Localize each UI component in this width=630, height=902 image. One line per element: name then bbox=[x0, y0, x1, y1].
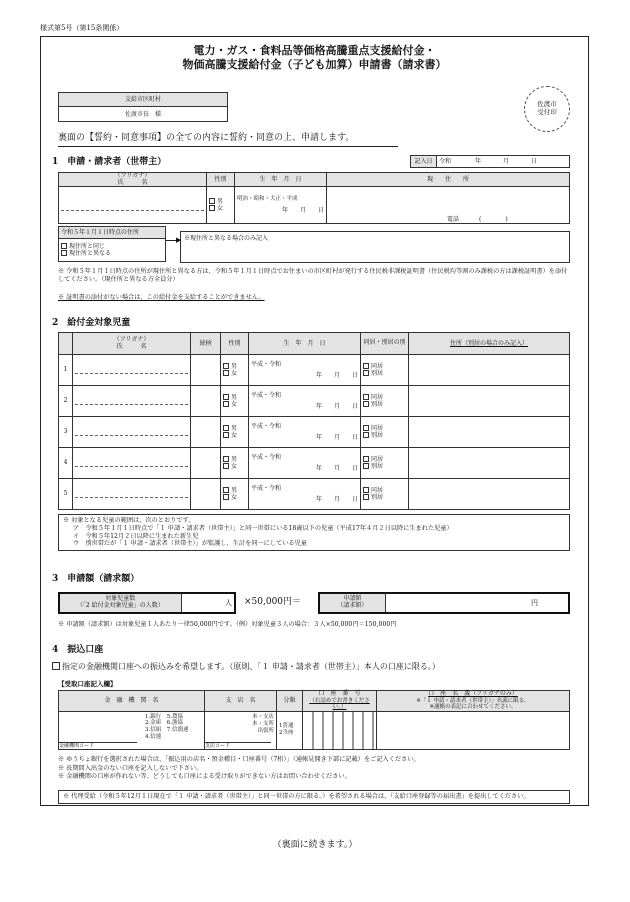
receipt-label: 【受取口座記入欄】 bbox=[58, 680, 117, 688]
child-row[interactable]: 2 男 女 平成・令和 年 月 日 同居 別居 bbox=[59, 386, 570, 417]
s1-note2: ※ 証明書の添付がない場合は、この給付金を支給することができません。 bbox=[58, 294, 265, 301]
s1-note1: ※ 令和５年１月１日時点の住所が現住所と異なる方は、令和５年１月１日時点でお住まいの市区町村が発行する住民税非課税証明書（住民税均等割のみ課税の方は課税証明書）を添付してください。（現住所と異なる方全員分） bbox=[58, 268, 568, 283]
applicant-table: （フリガナ） 氏 名 性別 生 年 月 日 現 住 所 男 女 明治・昭和・大正・平成 年 月 日 電話 ( ) bbox=[58, 172, 570, 224]
applicant-address-input[interactable]: 電話 ( ) bbox=[327, 187, 570, 224]
child-count-box[interactable]: 対象児童数 （「2 給付金対象児童」の人数） 人 bbox=[58, 592, 236, 614]
s4-notes: ※ ゆうちょ銀行を選択された場合は、「振込用の店名・預金種目・口座番号（7桁）」（通帳見開き下部に記載）をご記入ください。 ※ 長期間入出金のない口座を記入しないで下さい。 ※ 金融機関の口座が作れない等、どうしても口座による受け取りができない方はお問い合わせください。 bbox=[58, 756, 420, 781]
diff-note: ※現住所と異なる場合のみ記入 bbox=[184, 235, 269, 242]
form-title-line2: 物価高騰支援給付金（子ども加算）申請書（請求書） bbox=[182, 57, 447, 71]
children-notes: ※ 対象となる児童の範囲は、次のとおりです。 ア 令和５年１月１日時点で「１ 申請・請求者（世帯主）」と同一世帯にいる18歳以下の児童（平成17年４月２日以降に生まれた児童） イ 令和５年12月２日以降に生まれた新生児 ウ 別世帯だが「１ 申請・請求者（世帯主）」が監護し、生計を同一にしている児童 bbox=[58, 514, 570, 551]
bank-account-table[interactable]: 金 融 機 関 名 支 店 名 分類 口 座 番 号 （右詰めでお書きください。） 口 座 名 義（フリガナのみ） ※「１ 申請・請求者（世帯主）」名義に限る。 ※通帳の表記に合わせてください。 1.銀行 5.農協 2.金庫 6.漁協 3.信組 7.信漁連 4.信連 金融機関コード 本・支店 本・支所 出張所 支店コード 1普通 2当座 bbox=[58, 690, 570, 750]
transfer-consent[interactable]: 指定の金融機関口座への振込みを希望します。（原則、「１ 申請・請求者（世帯主）」本人の口座に限る。） bbox=[52, 662, 440, 672]
section3-title: 3 申請額（請求額） bbox=[52, 574, 140, 584]
date-label: 記入日 bbox=[411, 156, 437, 168]
jan1-address-input[interactable] bbox=[180, 231, 570, 263]
addressee-label: 支給市区町村 bbox=[59, 93, 227, 107]
applicant-dob-input[interactable]: 明治・昭和・大正・平成 年 月 日 bbox=[235, 187, 327, 224]
stamp-label: 受付印 bbox=[537, 108, 557, 117]
form-number: 様式第5号（第15条関係） bbox=[40, 24, 124, 32]
child-row[interactable]: 1 男 女 平成・令和 年 月 日 同居 別居 bbox=[59, 355, 570, 386]
form-title-line1: 電力・ガス・食料品等価格高騰重点支援給付金・ bbox=[193, 44, 436, 57]
section2-title: 2 給付金対象児童 bbox=[52, 318, 131, 328]
child-row[interactable]: 5 男 女 平成・令和 年 月 日 同居 別居 bbox=[59, 479, 570, 510]
bank-name-input[interactable]: 1.銀行 5.農協 2.金庫 6.漁協 3.信組 7.信漁連 4.信連 金融機関コード bbox=[59, 711, 205, 749]
child-row[interactable]: 4 男 女 平成・令和 年 月 日 同居 別居 bbox=[59, 448, 570, 479]
stamp-city: 佐渡市 bbox=[537, 100, 557, 108]
child-row[interactable]: 3 男 女 平成・令和 年 月 日 同居 別居 bbox=[59, 417, 570, 448]
account-number-input[interactable] bbox=[303, 711, 377, 749]
addressee-name: 佐渡市長 様 bbox=[124, 111, 161, 118]
account-type[interactable]: 1普通 2当座 bbox=[277, 711, 303, 749]
reception-stamp bbox=[524, 86, 570, 132]
section4-title: 4 振込口座 bbox=[52, 645, 104, 655]
proxy-note: ※ 代理受給（令和５年12月１日現在で「１ 申請・請求者（世帯主）」と同一世帯の方に限る。）を希望される場合は、『支給口座登録等の届出書』を提出してください。 bbox=[58, 790, 570, 804]
amount-box[interactable]: 申請額 （請求額） 円 bbox=[318, 592, 570, 614]
section1-title: 1 申請・請求者（世帯主） bbox=[52, 157, 167, 167]
s3-note: ※ 申請額（請求額）は対象児童１人あたり一律50,000円です。（例）対象児童３人の場合：３人×50,000円＝150,000円 bbox=[58, 621, 397, 628]
account-holder-input[interactable] bbox=[377, 711, 570, 749]
formula: ×50,000円＝ bbox=[244, 597, 302, 607]
branch-name-input[interactable]: 本・支店 本・支所 出張所 支店コード bbox=[205, 711, 277, 749]
addressee-box bbox=[58, 92, 228, 122]
pledge-line: 裏面の【誓約・同意事項】の全ての内容に誓約・同意の上、申請します。 bbox=[58, 133, 355, 143]
footer-continued: （裏面に続きます。） bbox=[272, 840, 358, 850]
applicant-name-input[interactable] bbox=[59, 187, 207, 224]
jan1-address-box[interactable]: 令和５年１月１日時点の住所 現住所と同じ 現住所と異なる bbox=[58, 226, 166, 262]
children-table: （フリガナ） 氏 名 続柄 性別 生 年 月 日 同居・別居の別 住所（別居の場合のみ記入） 1 男 女 平成・令和 年 月 日 同居 別居 2 男 女 平成・令和 年 月 日 同居 別居 3 男 女 平成・令和 年 月 日 同居 別居 4 男 女 平成・令和 年 月 日 同居 別居 5 男 女 平成・令和 年 月 日 同居 別居 bbox=[58, 332, 570, 510]
date-field[interactable]: 記入日 令和 年 月 日 bbox=[410, 155, 570, 168]
